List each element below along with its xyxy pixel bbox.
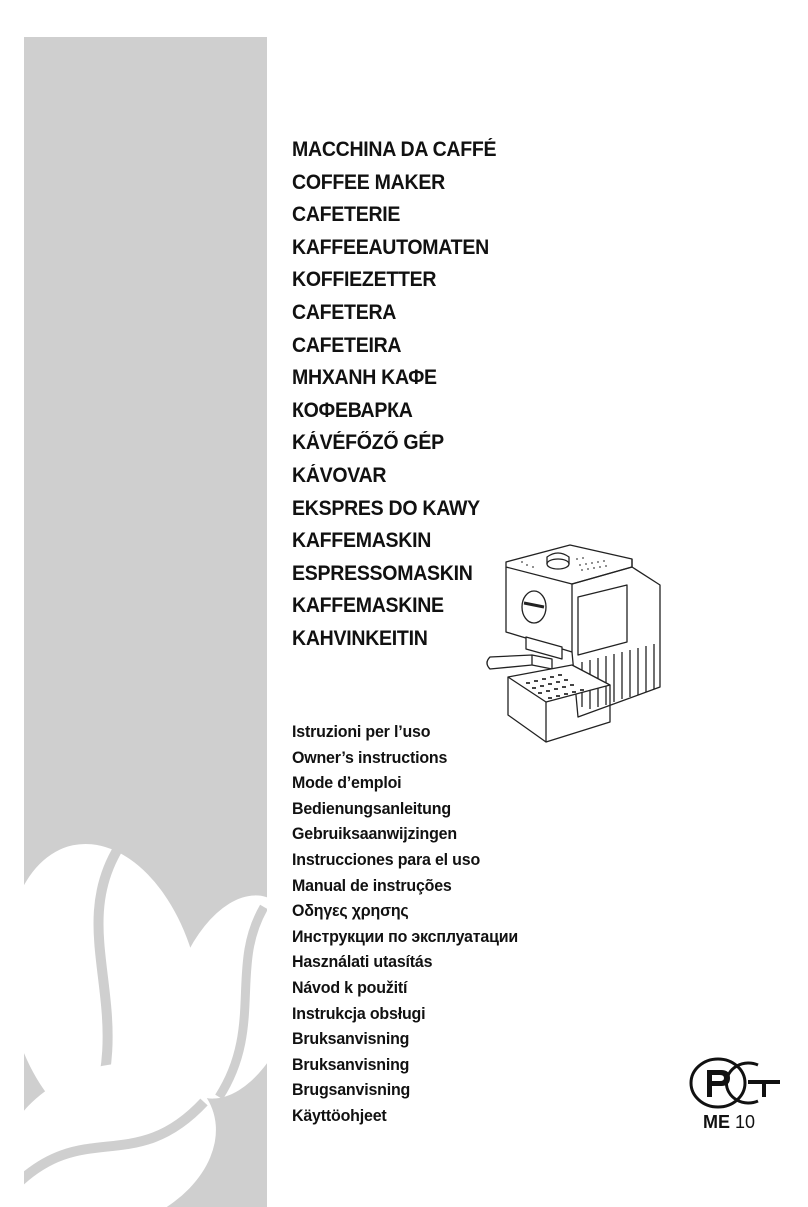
instructions-language-list [292, 719, 532, 1129]
product-title: KAFFEEAUTOMATEN [292, 235, 489, 259]
product-title: EKSPRES DO KAWY [292, 496, 480, 520]
product-title: KAFFEMASKIN [292, 529, 432, 553]
product-title: KOFFIEZETTER [292, 268, 437, 292]
instruction-title: Bedienungsanleitung [292, 798, 451, 818]
pct-certification-mark [688, 1056, 784, 1112]
instruction-title: Gebruiksaanwijzingen [292, 824, 457, 844]
certification-number: 10 [735, 1112, 756, 1132]
certification-code [703, 1112, 755, 1133]
instruction-title: Használati utasítás [292, 952, 433, 972]
instruction-title: Instrucciones para el uso [292, 849, 481, 869]
product-title: KAHVINKEITIN [292, 626, 428, 650]
product-title: COFFEE MAKER [292, 170, 445, 194]
product-title: CAFETEIRA [292, 333, 402, 357]
instruction-title: Instrukcja obsługi [292, 1003, 426, 1023]
product-title: ΜΗΧΑΝΗ ΚΑΦΕ [292, 366, 437, 390]
instruction-title: Manual de instruções [292, 875, 452, 895]
coffee-beans-graphic [24, 37, 267, 1207]
decorative-gray-band [24, 37, 267, 1207]
instruction-title: Bruksanvisning [292, 1054, 410, 1074]
product-title: КОФЕВАРКА [292, 398, 413, 422]
product-title: CAFETERA [292, 300, 397, 324]
instruction-title: Brugsanvisning [292, 1080, 411, 1100]
product-title: KAFFEMASKINE [292, 594, 444, 618]
product-title: KÁVÉFŐZŐ GÉP [292, 431, 444, 455]
product-title: KÁVOVAR [292, 463, 387, 487]
product-title: MACCHINA DA CAFFÉ [292, 138, 497, 161]
instruction-title: Οδηγες χρησης [292, 901, 409, 921]
instruction-title: Инструкции по эксплуатации [292, 926, 519, 946]
coffee-machine-illustration [482, 537, 672, 747]
instruction-title: Istruzioni per l’uso [292, 722, 431, 741]
instruction-title: Käyttöohjeet [292, 1105, 387, 1125]
product-title: CAFETERIE [292, 203, 401, 227]
instruction-title: Mode d’emploi [292, 773, 402, 793]
product-title: ESPRESSOMASKIN [292, 561, 473, 585]
instruction-title: Návod k použití [292, 977, 408, 997]
instruction-title: Owner’s instructions [292, 747, 448, 767]
instruction-title: Bruksanvisning [292, 1029, 410, 1049]
certification-prefix: ME [703, 1112, 730, 1132]
product-title-list [292, 134, 512, 656]
